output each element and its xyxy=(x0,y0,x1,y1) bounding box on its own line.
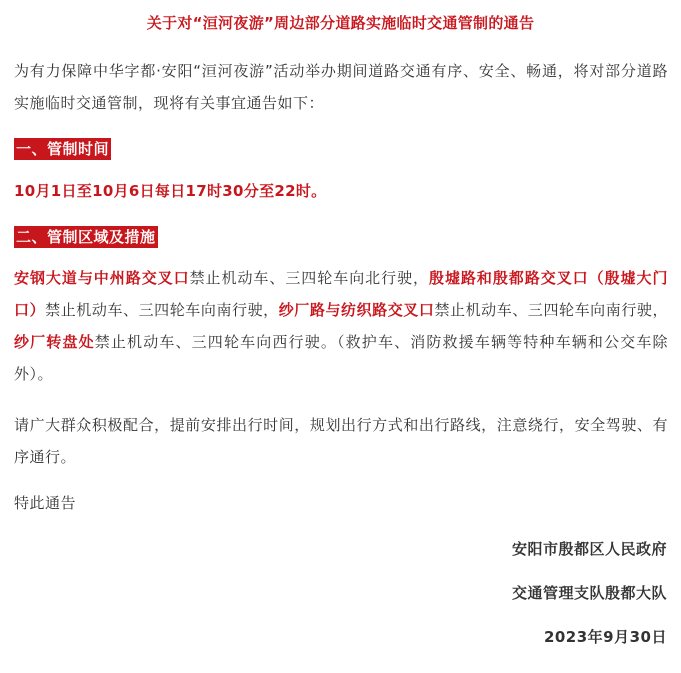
notice-title: 关于对“洹河夜游”周边部分道路实施临时交通管制的通告 xyxy=(146,14,535,32)
measure-rule: 禁止机动车、三四轮车向北行驶， xyxy=(189,269,429,287)
appeal-paragraph: 请广大群众积极配合，提前安排出行时间，规划出行方式和出行路线，注意绕行，安全驾驶、有序通行。 xyxy=(14,416,668,466)
section2-heading: 二、管制区域及措施 xyxy=(16,228,156,246)
measure-rule: 禁止机动车、三四轮车向南行驶， xyxy=(434,301,668,319)
measure-rule: 禁止机动车、三四轮车向南行驶， xyxy=(45,301,279,319)
measure-place: 殷墟路和殷都路交叉口（殷墟大门口） xyxy=(14,269,668,319)
measure-place: 安钢大道与中州路交叉口 xyxy=(14,269,190,287)
measure-rule: 禁止机动车、三四轮车向西行驶。（救护车、消防救援车辆等特种车辆和公交车除外）。 xyxy=(14,333,668,383)
signer-traffic-police: 交通管理支队殷都大队 xyxy=(511,584,667,602)
measure-place: 纱厂路与纺织路交叉口 xyxy=(278,301,435,319)
section1-time: 10月1日至10月6日每日17时30分至22时。 xyxy=(14,182,327,200)
measures-paragraph xyxy=(14,262,668,390)
notice-date: 2023年9月30日 xyxy=(543,628,667,646)
intro-paragraph: 为有力保障中华字都·安阳“洹河夜游”活动举办期间道路交通有序、安全、畅通，将对部分道路实施临时交通管制，现将有关事宜通告如下： xyxy=(14,62,668,112)
section1-heading: 一、管制时间 xyxy=(16,140,110,158)
closing-text: 特此通告 xyxy=(14,494,77,512)
signer-government: 安阳市殷都区人民政府 xyxy=(511,540,667,558)
measure-place: 纱厂转盘处 xyxy=(14,333,95,351)
